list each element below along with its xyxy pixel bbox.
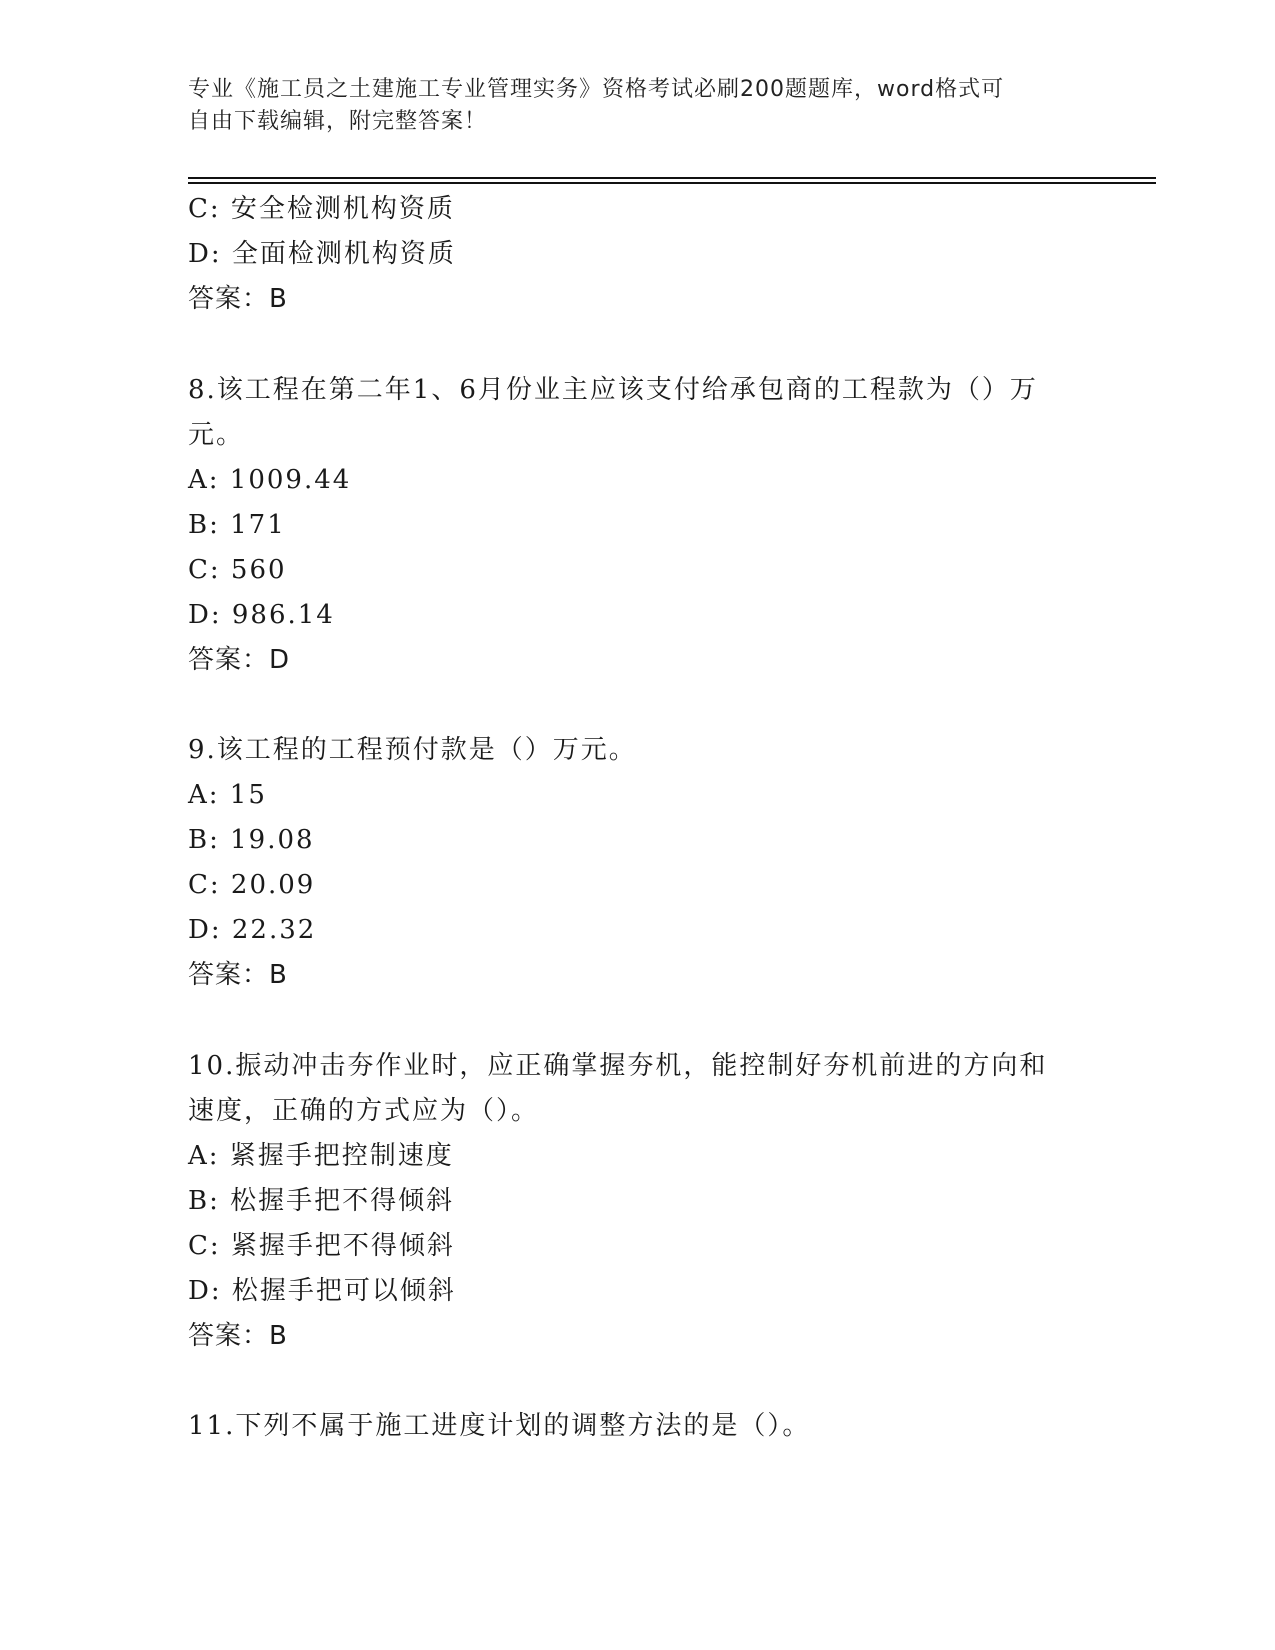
- q10-option-c: C: 紧握手把不得倾斜: [188, 1231, 455, 1261]
- q10-option-d: D: 松握手把可以倾斜: [188, 1276, 456, 1306]
- q7-option-c: C: 安全检测机构资质: [188, 194, 455, 224]
- q9-option-a: A: 15: [188, 780, 267, 810]
- header-title-line-2: 自由下载编辑，附完整答案！: [188, 109, 488, 134]
- q9-option-d: D: 22.32: [188, 915, 317, 945]
- header-divider-top: [188, 177, 1156, 179]
- q10-option-a: A: 紧握手把控制速度: [188, 1141, 454, 1171]
- q10-answer: 答案：B: [188, 1321, 288, 1351]
- q9-answer: 答案：B: [188, 960, 288, 990]
- q8-option-b: B: 171: [188, 510, 286, 540]
- q7-option-d: D: 全面检测机构资质: [188, 239, 456, 269]
- document-header: [188, 74, 1068, 138]
- q10-option-b: B: 松握手把不得倾斜: [188, 1186, 455, 1216]
- q9-option-b: B: 19.08: [188, 825, 315, 855]
- header-title-line-1: 专业《施工员之土建施工专业管理实务》资格考试必刷200题题库，word格式可: [188, 77, 1005, 102]
- q8-option-d: D: 986.14: [188, 600, 335, 630]
- q8-stem-line-2: 元。: [188, 420, 245, 450]
- q8-stem-line-1: 8.该工程在第二年1、6月份业主应该支付给承包商的工程款为（）万: [188, 375, 1038, 405]
- q8-answer: 答案：D: [188, 645, 291, 675]
- q9-option-c: C: 20.09: [188, 870, 316, 900]
- header-divider-bottom: [188, 182, 1156, 184]
- q9-stem-line-1: 9.该工程的工程预付款是（）万元。: [188, 735, 637, 765]
- q8-option-a: A: 1009.44: [188, 465, 352, 495]
- q7-answer: 答案：B: [188, 284, 288, 314]
- q10-stem-line-1: 10.振动冲击夯作业时，应正确掌握夯机，能控制好夯机前进的方向和: [188, 1051, 1048, 1081]
- q10-stem-line-2: 速度，正确的方式应为（）。: [188, 1096, 540, 1126]
- q8-option-c: C: 560: [188, 555, 287, 585]
- q11-stem-line-1: 11.下列不属于施工进度计划的调整方法的是（）。: [188, 1411, 811, 1441]
